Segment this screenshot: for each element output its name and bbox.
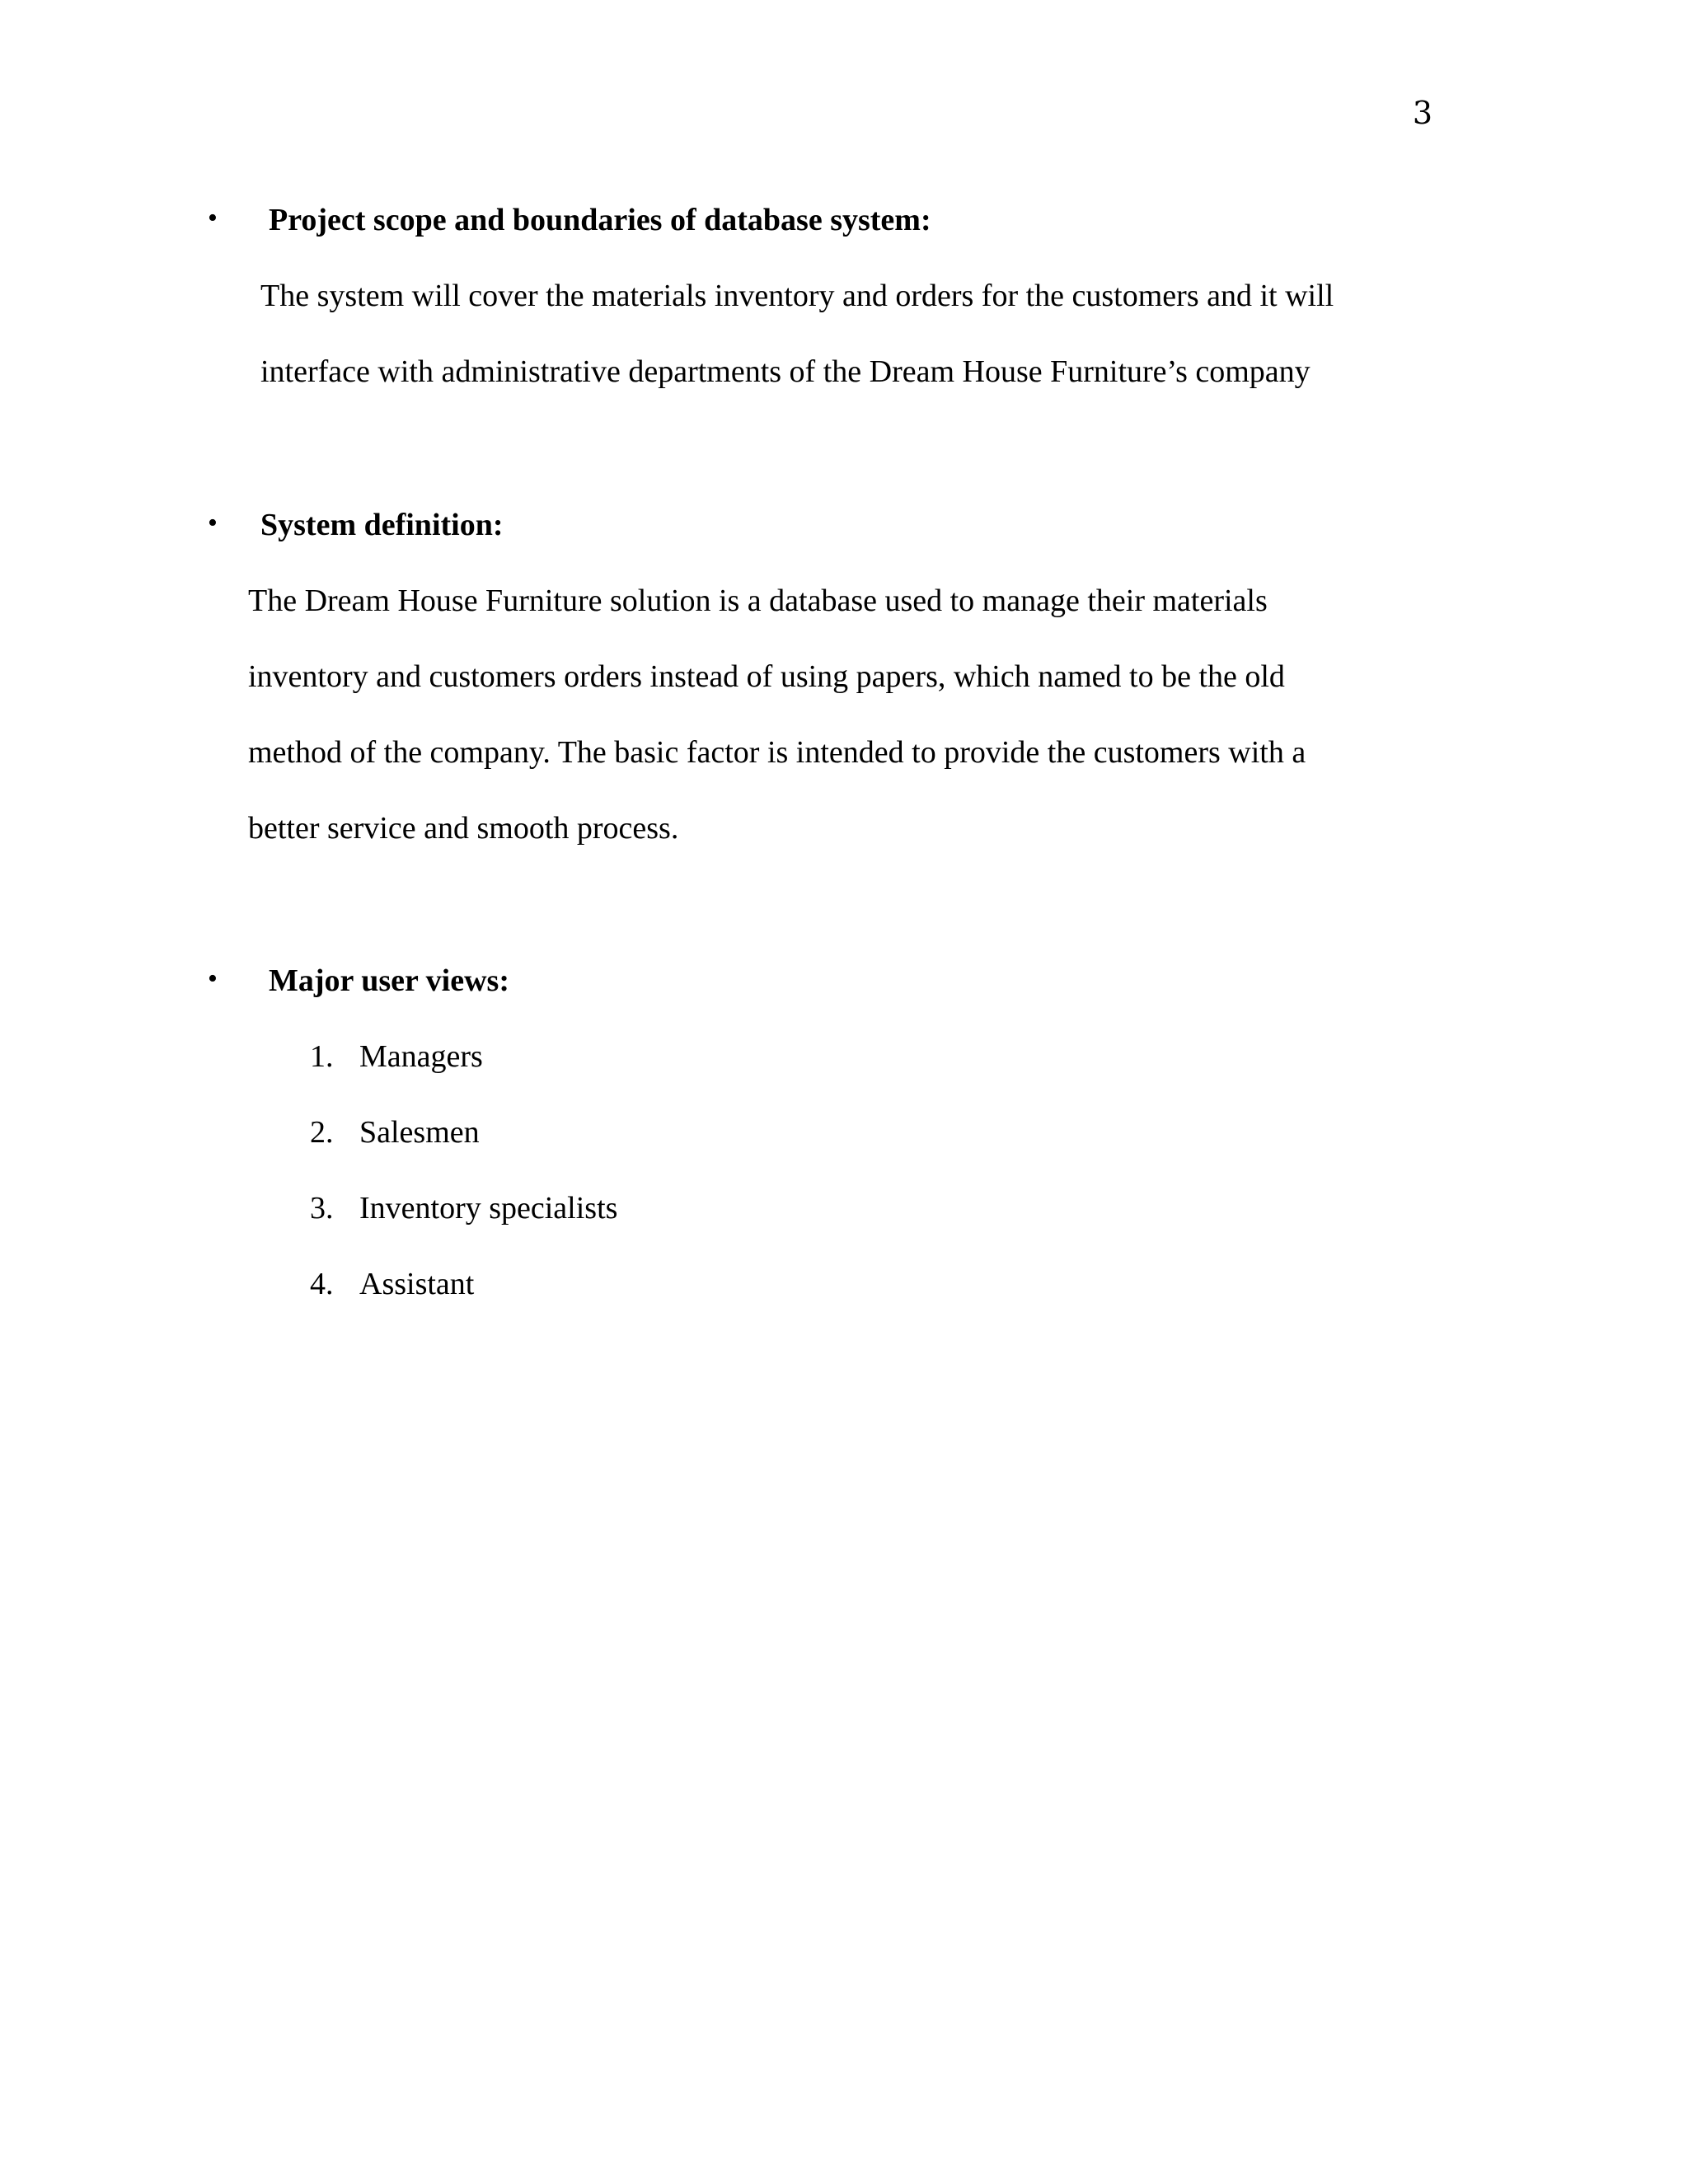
list-item-salesmen: Salesmen bbox=[359, 1115, 480, 1150]
section-heading-project-scope: Project scope and boundaries of database system: bbox=[269, 203, 931, 237]
bullet-icon: • bbox=[208, 508, 218, 538]
section-heading-system-definition: System definition: bbox=[260, 508, 504, 542]
paragraph-line: interface with administrative departments of the Dream House Furniture’s company bbox=[260, 354, 1311, 389]
paragraph-line: The Dream House Furniture solution is a database used to manage their materials bbox=[248, 583, 1268, 618]
paragraph-line: inventory and customers orders instead of using papers, which named to be the old bbox=[248, 659, 1285, 694]
list-item-assistant: Assistant bbox=[359, 1267, 475, 1301]
list-item-number: 3. bbox=[310, 1191, 334, 1226]
paragraph-line: better service and smooth process. bbox=[248, 811, 679, 846]
page-number: 3 bbox=[1412, 95, 1432, 131]
list-item-number: 1. bbox=[310, 1039, 334, 1074]
section-heading-major-user-views: Major user views: bbox=[269, 963, 509, 998]
list-item-number: 4. bbox=[310, 1267, 334, 1301]
list-item-managers: Managers bbox=[359, 1039, 483, 1074]
paragraph-line: The system will cover the materials inventory and orders for the customers and it will bbox=[260, 279, 1334, 313]
paragraph-line: method of the company. The basic factor is intended to provide the customers with a bbox=[248, 735, 1306, 770]
bullet-icon: • bbox=[208, 203, 218, 233]
list-item-number: 2. bbox=[310, 1115, 334, 1150]
list-item-inventory-specialists: Inventory specialists bbox=[359, 1191, 618, 1226]
bullet-icon: • bbox=[208, 963, 218, 994]
